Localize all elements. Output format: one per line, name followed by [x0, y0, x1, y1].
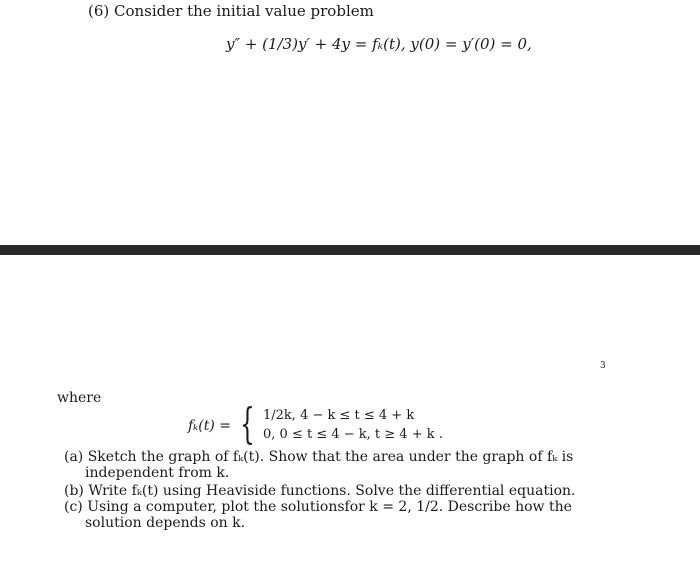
- problem-heading: (6) Consider the initial value problem: [88, 2, 374, 20]
- piecewise-case-2: 0, 0 ≤ t ≤ 4 − k, t ≥ 4 + k .: [263, 427, 443, 442]
- part-a-text: (a) Sketch the graph of fₖ(t). Show that the area under the graph of fₖ is independent from k.: [64, 449, 574, 481]
- part-a: [64, 449, 624, 481]
- piecewise-case-1: 1/2k, 4 − k ≤ t ≤ 4 + k: [263, 408, 415, 423]
- piecewise-lhs: fₖ(t) =: [188, 418, 232, 434]
- page-divider: [0, 245, 700, 255]
- part-b-text: (b) Write fₖ(t) using Heaviside functions. Solve the differential equation.: [64, 483, 576, 499]
- piecewise-brace: {: [240, 399, 255, 448]
- where-label: where: [57, 390, 102, 406]
- page-number: 3: [600, 361, 606, 371]
- part-c: [64, 499, 624, 531]
- part-c-text: (c) Using a computer, plot the solutionsfor k = 2, 1/2. Describe how the solution depends on k.: [64, 499, 572, 531]
- part-b: [64, 483, 624, 499]
- ivp-equation: y″ + (1/3)y′ + 4y = fₖ(t), y(0) = y′(0) = 0,: [226, 35, 532, 53]
